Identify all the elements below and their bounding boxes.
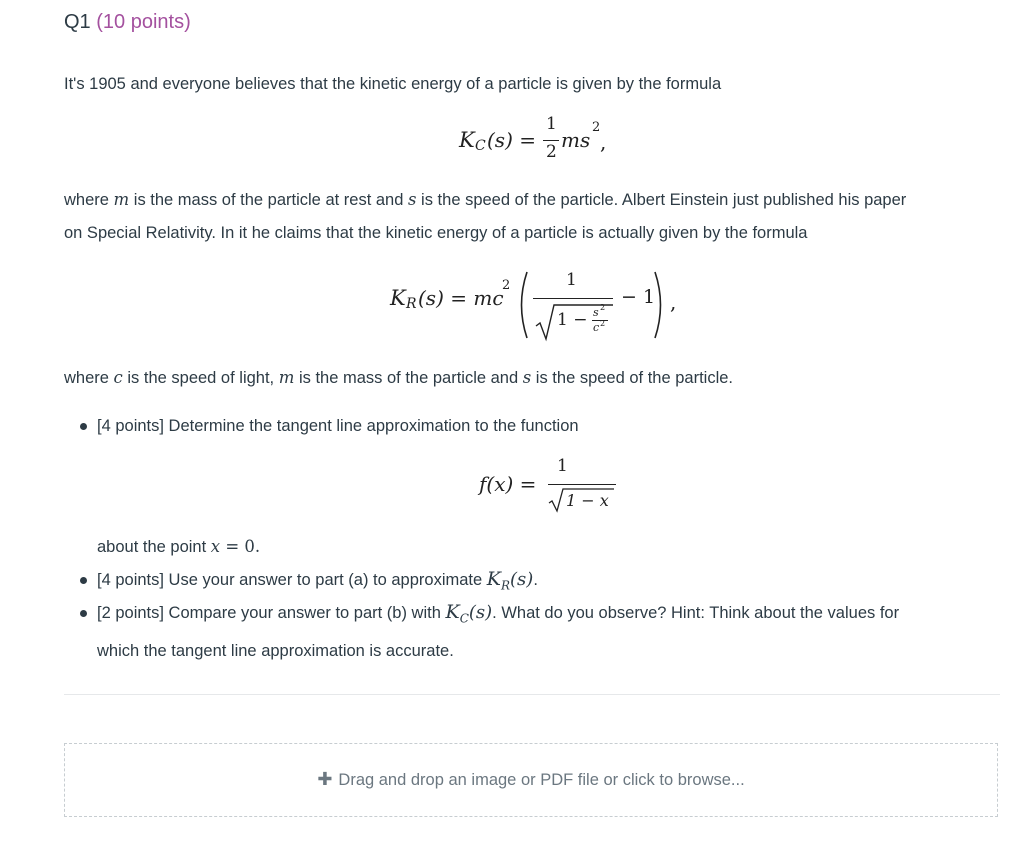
var-k: K xyxy=(445,601,460,623)
intro-paragraph: It's 1905 and everyone believes that the kinetic energy of a particle is given by the formula xyxy=(64,75,722,93)
plus-icon: ✚ xyxy=(317,769,333,789)
var-k: K xyxy=(486,568,501,590)
eq3-fraction-bar xyxy=(548,484,616,485)
var-m: m xyxy=(113,190,130,209)
bullet-icon xyxy=(80,423,87,430)
item-a-after xyxy=(97,530,997,564)
paragraph-mass-speed-line2: on Special Relativity. In it he claims that the kinetic energy of a particle is actually given by the formula xyxy=(64,224,808,242)
eq2-minus-one: − 1 xyxy=(621,286,656,308)
var-m: m xyxy=(278,368,295,387)
text-segment: is the mass of the particle at rest and xyxy=(129,191,408,209)
text-segment: is the mass of the particle and xyxy=(294,369,523,387)
left-paren-icon xyxy=(514,270,530,340)
var-k-arg: (s) xyxy=(468,602,493,623)
right-paren-icon xyxy=(652,270,668,340)
eq2-s2-sup: 2 xyxy=(600,303,606,312)
eq3-denominator: 1 − x xyxy=(566,491,609,510)
var-k-sub: R xyxy=(500,578,511,593)
eq3-lhs: f(x) = xyxy=(479,472,537,496)
eq2-lhs-sub: R xyxy=(406,296,417,312)
text-segment: [2 points] Compare your answer to part (b) with xyxy=(97,604,446,622)
paragraph-mass-speed-line1 xyxy=(64,183,1004,217)
var-k-sub: C xyxy=(459,611,469,626)
file-dropzone[interactable] xyxy=(64,743,998,817)
text-segment: is the speed of the particle. Albert Einstein just published his paper xyxy=(416,191,907,209)
divider xyxy=(64,694,1000,695)
eq1-denominator: 2 xyxy=(546,142,557,162)
text-segment: . xyxy=(533,571,538,589)
eq2-trail: , xyxy=(670,290,677,314)
eq2-c2-sup: 2 xyxy=(600,319,606,328)
item-c-text xyxy=(97,596,997,668)
eq2-c2: c xyxy=(593,321,600,334)
eq1-rhs-sup: 2 xyxy=(592,120,601,135)
var-c: c xyxy=(113,368,123,387)
text-segment: is the speed of the particle. xyxy=(531,369,734,387)
eq2-s2: s xyxy=(593,306,599,319)
question-points: (10 points) xyxy=(96,11,191,33)
question-header xyxy=(64,8,191,36)
var-s: s xyxy=(408,190,417,209)
eq1-fraction-bar xyxy=(543,140,559,141)
eq1-lhs-sub: C xyxy=(475,138,486,154)
eq1-lhs: K xyxy=(459,128,475,152)
paragraph-mass-speed xyxy=(64,183,1004,250)
eq2-arg: (s) = mc xyxy=(418,286,504,310)
eq2-fraction-bar xyxy=(533,298,613,299)
bullet-icon xyxy=(80,577,87,584)
text-segment: where xyxy=(64,369,114,387)
text-segment: about the point xyxy=(97,538,211,556)
text-segment: where xyxy=(64,191,114,209)
text-segment: = 0. xyxy=(220,537,261,556)
item-a-text: [4 points] Determine the tangent line approximation to the function xyxy=(97,417,579,435)
eq2-lhs: K xyxy=(390,286,406,310)
var-k-arg: (s) xyxy=(510,569,534,590)
dropzone-content[interactable] xyxy=(65,769,997,790)
eq1-rhs: ms xyxy=(561,128,591,152)
eq1-numerator: 1 xyxy=(546,114,557,134)
equation-kc xyxy=(459,114,619,170)
item-c-line1 xyxy=(97,596,997,635)
eq2-sup: 2 xyxy=(502,278,511,293)
dropzone-label[interactable]: Drag and drop an image or PDF file or click to browse... xyxy=(338,771,745,789)
eq2-radicand: 1 − xyxy=(557,310,588,330)
var-s: s xyxy=(522,368,532,387)
eq2-numerator: 1 xyxy=(566,270,577,290)
item-c-line2: which the tangent line approximation is accurate. xyxy=(97,642,454,661)
eq1-trail: , xyxy=(600,130,607,154)
eq3-numerator: 1 xyxy=(557,456,568,476)
text-segment: [4 points] Use your answer to part (a) to approximate xyxy=(97,571,487,589)
paragraph-light-speed xyxy=(64,361,1004,395)
text-segment: is the speed of light, xyxy=(122,369,279,387)
eq1-arg: (s) = xyxy=(487,128,536,152)
text-segment: . What do you observe? Hint: Think about the values for xyxy=(492,604,900,622)
equation-fx xyxy=(479,456,629,514)
bullet-icon xyxy=(80,610,87,617)
question-label: Q1 xyxy=(64,11,91,33)
equation-kr xyxy=(390,268,690,344)
var-x: x xyxy=(210,537,221,556)
